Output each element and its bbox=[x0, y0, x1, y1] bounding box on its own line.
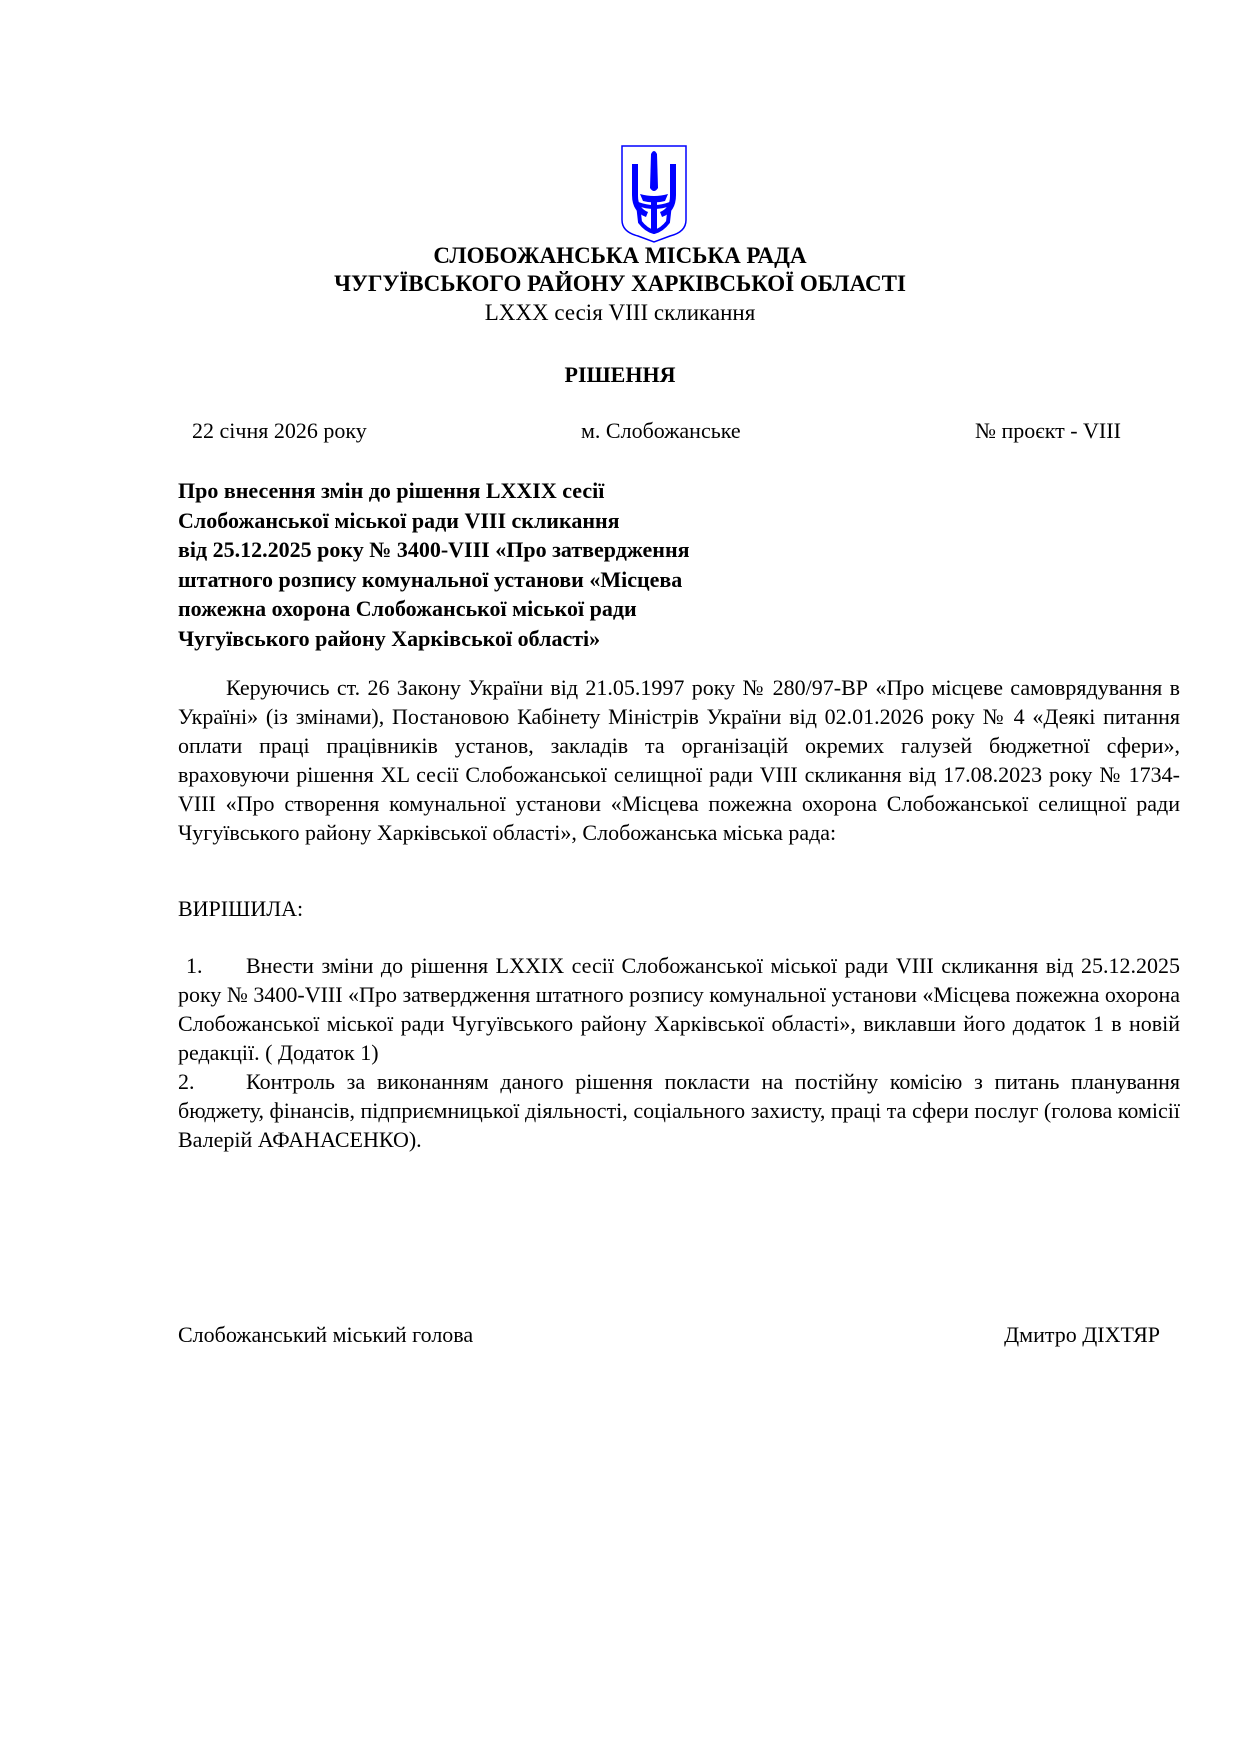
council-name: СЛОБОЖАНСЬКА МІСЬКА РАДА bbox=[433, 243, 807, 268]
document-date: 22 січня 2026 року bbox=[192, 418, 367, 443]
document-type-title: РІШЕННЯ bbox=[564, 362, 676, 387]
signatory-name: Дмитро ДІХТЯР bbox=[1004, 1322, 1160, 1347]
district-line: ЧУГУЇВСЬКОГО РАЙОНУ ХАРКІВСЬКОЇ ОБЛАСТІ bbox=[334, 271, 906, 296]
subject-line: Чугуївського району Харківської області» bbox=[178, 625, 601, 651]
subject-line: пожежна охорона Слобожанської міської ради bbox=[178, 596, 637, 621]
subject-line: штатного розпису комунальної установи «Місцева bbox=[178, 566, 683, 592]
decided-label: ВИРІШИЛА: bbox=[178, 896, 304, 921]
item-text: Контроль за виконанням даного рішення покласти на постійну комісію з питань планування бюджету, фінансів, підприємницької діяльності, соціального захисту, праці та сфери послуг (голова комісії Валерій АФАНАСЕНКО). bbox=[178, 1069, 1180, 1152]
signatory-position: Слобожанський міський голова bbox=[178, 1322, 474, 1347]
subject-line: від 25.12.2025 року № 3400-VIII «Про затвердження bbox=[178, 537, 690, 562]
document-subject bbox=[178, 476, 798, 653]
decision-item bbox=[178, 951, 1180, 1067]
item-number: 2. bbox=[178, 1069, 195, 1094]
item-number: 1. bbox=[186, 953, 203, 978]
item-text: Внести зміни до рішення LXXIX сесії Слобожанської міської ради VIII скликання від 25.12.2025 року № 3400-VIII «Про затвердження штатного розпису комунальної установи «Місцева пожежна охорона Слобожанської міської ради Чугуївського району Харківської області», виклавши його додаток 1 в новій редакції. ( Додаток 1) bbox=[178, 953, 1180, 1065]
preamble-paragraph: Керуючись ст. 26 Закону України від 21.05.1997 року № 280/97-ВР «Про місцеве самоврядування в Україні» (із змінами), Постановою Кабінету Міністрів України від 02.01.2026 року № 4 «Деякі питання оплати праці працівників установ, закладів та організацій окремих галузей бюджетної сфери», враховуючи рішення XL сесії Слобожанської селищної ради VIII скликання від 17.08.2023 року № 1734- VIII «Про створення комунальної установи «Місцева пожежна охорона Слобожанської селищної ради Чугуївського району Харківської області», Слобожанська міська рада: bbox=[178, 675, 1180, 845]
document-number: № проєкт - VIII bbox=[975, 418, 1121, 443]
coat-of-arms-icon bbox=[618, 142, 690, 246]
subject-line: Слобожанської міської ради VIII скликання bbox=[178, 507, 620, 533]
document-place: м. Слобожанське bbox=[581, 418, 741, 443]
session-line: LXXX сесія VIII скликання bbox=[484, 300, 756, 325]
subject-line: Про внесення змін до рішення LXXIX сесії bbox=[178, 478, 605, 503]
decision-item bbox=[178, 1067, 1180, 1154]
